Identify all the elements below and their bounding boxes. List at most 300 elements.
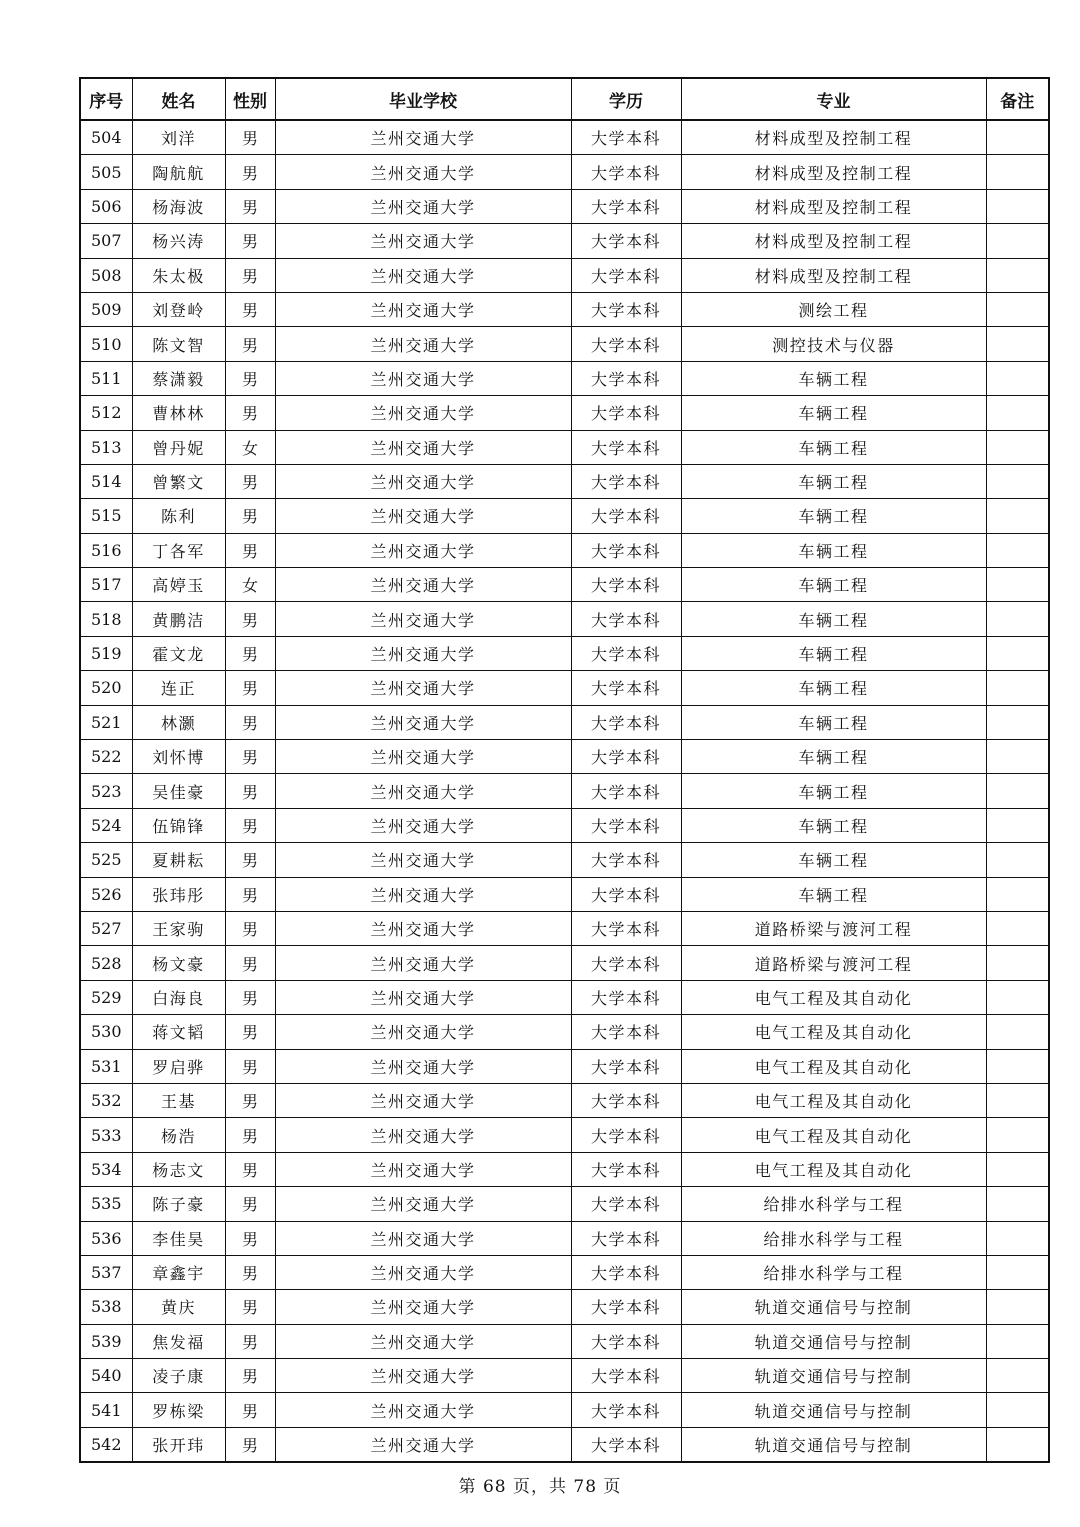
gender-cell: 男 xyxy=(225,155,275,189)
remarks-cell xyxy=(986,1324,1049,1358)
table-row xyxy=(80,1427,1049,1462)
major-cell: 车辆工程 xyxy=(681,568,986,602)
table-row xyxy=(80,877,1049,911)
education-cell: 大学本科 xyxy=(571,808,681,842)
serial-cell: 508 xyxy=(80,258,132,292)
name-cell: 刘登岭 xyxy=(132,292,225,326)
education-cell: 大学本科 xyxy=(571,1015,681,1049)
remarks-cell xyxy=(986,1049,1049,1083)
table-row xyxy=(80,258,1049,292)
school-cell: 兰州交通大学 xyxy=(275,533,571,567)
table-row xyxy=(80,1393,1049,1427)
table-row xyxy=(80,155,1049,189)
school-cell: 兰州交通大学 xyxy=(275,1187,571,1221)
gender-cell: 男 xyxy=(225,946,275,980)
major-cell: 电气工程及其自动化 xyxy=(681,980,986,1014)
serial-cell: 540 xyxy=(80,1359,132,1393)
remarks-cell xyxy=(986,258,1049,292)
serial-cell: 517 xyxy=(80,568,132,602)
serial-cell: 512 xyxy=(80,396,132,430)
major-cell: 材料成型及控制工程 xyxy=(681,189,986,223)
name-cell: 黄庆 xyxy=(132,1290,225,1324)
remarks-cell xyxy=(986,1118,1049,1152)
gender-cell: 男 xyxy=(225,1359,275,1393)
gender-cell: 男 xyxy=(225,464,275,498)
remarks-cell xyxy=(986,1255,1049,1289)
major-cell: 车辆工程 xyxy=(681,396,986,430)
serial-cell: 542 xyxy=(80,1427,132,1462)
serial-cell: 524 xyxy=(80,808,132,842)
remarks-cell xyxy=(986,533,1049,567)
major-cell: 车辆工程 xyxy=(681,808,986,842)
gender-cell: 男 xyxy=(225,1118,275,1152)
gender-cell: 男 xyxy=(225,1187,275,1221)
gender-cell: 男 xyxy=(225,292,275,326)
serial-cell: 531 xyxy=(80,1049,132,1083)
gender-cell: 男 xyxy=(225,396,275,430)
name-cell: 王家驹 xyxy=(132,911,225,945)
roster-table xyxy=(79,77,1050,1463)
education-cell: 大学本科 xyxy=(571,464,681,498)
remarks-cell xyxy=(986,636,1049,670)
education-cell: 大学本科 xyxy=(571,877,681,911)
education-cell: 大学本科 xyxy=(571,1083,681,1117)
table-row xyxy=(80,740,1049,774)
gender-cell: 男 xyxy=(225,911,275,945)
education-cell: 大学本科 xyxy=(571,189,681,223)
education-cell: 大学本科 xyxy=(571,843,681,877)
serial-cell: 528 xyxy=(80,946,132,980)
name-cell: 白海良 xyxy=(132,980,225,1014)
serial-cell: 513 xyxy=(80,430,132,464)
serial-cell: 518 xyxy=(80,602,132,636)
name-cell: 张玮彤 xyxy=(132,877,225,911)
education-cell: 大学本科 xyxy=(571,1118,681,1152)
education-cell: 大学本科 xyxy=(571,292,681,326)
table-row xyxy=(80,292,1049,326)
remarks-cell xyxy=(986,1152,1049,1186)
school-cell: 兰州交通大学 xyxy=(275,1427,571,1462)
education-cell: 大学本科 xyxy=(571,224,681,258)
education-cell: 大学本科 xyxy=(571,980,681,1014)
school-cell: 兰州交通大学 xyxy=(275,1290,571,1324)
table-row xyxy=(80,1049,1049,1083)
table-row xyxy=(80,1290,1049,1324)
remarks-cell xyxy=(986,1015,1049,1049)
name-cell: 张开玮 xyxy=(132,1427,225,1462)
gender-cell: 男 xyxy=(225,877,275,911)
school-cell: 兰州交通大学 xyxy=(275,327,571,361)
gender-cell: 男 xyxy=(225,808,275,842)
table-row xyxy=(80,533,1049,567)
major-cell: 车辆工程 xyxy=(681,877,986,911)
name-cell: 蔡潇毅 xyxy=(132,361,225,395)
remarks-cell xyxy=(986,430,1049,464)
school-cell: 兰州交通大学 xyxy=(275,464,571,498)
serial-cell: 521 xyxy=(80,705,132,739)
gender-cell: 男 xyxy=(225,671,275,705)
major-cell: 道路桥梁与渡河工程 xyxy=(681,946,986,980)
serial-cell: 506 xyxy=(80,189,132,223)
school-cell: 兰州交通大学 xyxy=(275,1118,571,1152)
serial-cell: 535 xyxy=(80,1187,132,1221)
remarks-cell xyxy=(986,1393,1049,1427)
education-cell: 大学本科 xyxy=(571,361,681,395)
name-cell: 朱太极 xyxy=(132,258,225,292)
serial-cell: 536 xyxy=(80,1221,132,1255)
serial-cell: 525 xyxy=(80,843,132,877)
school-cell: 兰州交通大学 xyxy=(275,980,571,1014)
table-row xyxy=(80,843,1049,877)
major-cell: 电气工程及其自动化 xyxy=(681,1049,986,1083)
gender-cell: 男 xyxy=(225,120,275,155)
education-cell: 大学本科 xyxy=(571,1049,681,1083)
name-cell: 林灏 xyxy=(132,705,225,739)
name-cell: 刘洋 xyxy=(132,120,225,155)
name-cell: 伍锦锋 xyxy=(132,808,225,842)
serial-cell: 505 xyxy=(80,155,132,189)
remarks-cell xyxy=(986,602,1049,636)
remarks-cell xyxy=(986,740,1049,774)
gender-cell: 男 xyxy=(225,774,275,808)
school-cell: 兰州交通大学 xyxy=(275,602,571,636)
school-cell: 兰州交通大学 xyxy=(275,1049,571,1083)
serial-cell: 532 xyxy=(80,1083,132,1117)
remarks-cell xyxy=(986,464,1049,498)
serial-cell: 537 xyxy=(80,1255,132,1289)
table-row xyxy=(80,1324,1049,1358)
gender-cell: 男 xyxy=(225,258,275,292)
serial-cell: 516 xyxy=(80,533,132,567)
serial-cell: 522 xyxy=(80,740,132,774)
major-cell: 车辆工程 xyxy=(681,430,986,464)
education-cell: 大学本科 xyxy=(571,1393,681,1427)
gender-cell: 男 xyxy=(225,1015,275,1049)
gender-cell: 女 xyxy=(225,430,275,464)
school-cell: 兰州交通大学 xyxy=(275,120,571,155)
name-cell: 杨兴涛 xyxy=(132,224,225,258)
name-cell: 陈利 xyxy=(132,499,225,533)
remarks-cell xyxy=(986,1359,1049,1393)
serial-cell: 504 xyxy=(80,120,132,155)
school-cell: 兰州交通大学 xyxy=(275,843,571,877)
education-cell: 大学本科 xyxy=(571,1255,681,1289)
serial-cell: 533 xyxy=(80,1118,132,1152)
school-cell: 兰州交通大学 xyxy=(275,1359,571,1393)
name-cell: 高婷玉 xyxy=(132,568,225,602)
name-cell: 夏耕耘 xyxy=(132,843,225,877)
school-cell: 兰州交通大学 xyxy=(275,1324,571,1358)
gender-cell: 男 xyxy=(225,224,275,258)
major-cell: 车辆工程 xyxy=(681,533,986,567)
major-cell: 轨道交通信号与控制 xyxy=(681,1324,986,1358)
table-row xyxy=(80,636,1049,670)
table-row xyxy=(80,1359,1049,1393)
remarks-cell xyxy=(986,1427,1049,1462)
school-cell: 兰州交通大学 xyxy=(275,568,571,602)
remarks-cell xyxy=(986,877,1049,911)
table-row xyxy=(80,1118,1049,1152)
school-cell: 兰州交通大学 xyxy=(275,946,571,980)
serial-cell: 510 xyxy=(80,327,132,361)
table-row xyxy=(80,1187,1049,1221)
table-row xyxy=(80,189,1049,223)
remarks-cell xyxy=(986,189,1049,223)
name-cell: 罗栋梁 xyxy=(132,1393,225,1427)
remarks-cell xyxy=(986,396,1049,430)
gender-cell: 男 xyxy=(225,1221,275,1255)
serial-cell: 541 xyxy=(80,1393,132,1427)
gender-cell: 男 xyxy=(225,327,275,361)
school-cell: 兰州交通大学 xyxy=(275,705,571,739)
gender-cell: 男 xyxy=(225,843,275,877)
major-cell: 给排水科学与工程 xyxy=(681,1187,986,1221)
school-cell: 兰州交通大学 xyxy=(275,877,571,911)
major-cell: 车辆工程 xyxy=(681,774,986,808)
serial-cell: 539 xyxy=(80,1324,132,1358)
serial-cell: 527 xyxy=(80,911,132,945)
school-cell: 兰州交通大学 xyxy=(275,1255,571,1289)
school-cell: 兰州交通大学 xyxy=(275,1015,571,1049)
gender-cell: 男 xyxy=(225,189,275,223)
school-cell: 兰州交通大学 xyxy=(275,430,571,464)
education-cell: 大学本科 xyxy=(571,636,681,670)
education-cell: 大学本科 xyxy=(571,499,681,533)
table-row xyxy=(80,568,1049,602)
education-cell: 大学本科 xyxy=(571,1427,681,1462)
name-cell: 曾丹妮 xyxy=(132,430,225,464)
serial-cell: 519 xyxy=(80,636,132,670)
school-cell: 兰州交通大学 xyxy=(275,155,571,189)
remarks-cell xyxy=(986,1083,1049,1117)
education-cell: 大学本科 xyxy=(571,774,681,808)
name-cell: 杨文豪 xyxy=(132,946,225,980)
major-cell: 材料成型及控制工程 xyxy=(681,258,986,292)
major-cell: 材料成型及控制工程 xyxy=(681,155,986,189)
remarks-cell xyxy=(986,808,1049,842)
major-cell: 材料成型及控制工程 xyxy=(681,224,986,258)
table-row xyxy=(80,946,1049,980)
education-cell: 大学本科 xyxy=(571,1324,681,1358)
education-cell: 大学本科 xyxy=(571,120,681,155)
school-cell: 兰州交通大学 xyxy=(275,189,571,223)
table-row xyxy=(80,671,1049,705)
header-serial: 序号 xyxy=(80,78,132,120)
gender-cell: 男 xyxy=(225,361,275,395)
table-row xyxy=(80,602,1049,636)
gender-cell: 男 xyxy=(225,1083,275,1117)
remarks-cell xyxy=(986,327,1049,361)
education-cell: 大学本科 xyxy=(571,327,681,361)
education-cell: 大学本科 xyxy=(571,911,681,945)
name-cell: 曹林林 xyxy=(132,396,225,430)
major-cell: 轨道交通信号与控制 xyxy=(681,1359,986,1393)
name-cell: 曾繁文 xyxy=(132,464,225,498)
education-cell: 大学本科 xyxy=(571,258,681,292)
name-cell: 章鑫宇 xyxy=(132,1255,225,1289)
serial-cell: 529 xyxy=(80,980,132,1014)
serial-cell: 526 xyxy=(80,877,132,911)
serial-cell: 509 xyxy=(80,292,132,326)
table-row xyxy=(80,1015,1049,1049)
table-row xyxy=(80,464,1049,498)
name-cell: 刘怀博 xyxy=(132,740,225,774)
table-row xyxy=(80,980,1049,1014)
major-cell: 轨道交通信号与控制 xyxy=(681,1427,986,1462)
education-cell: 大学本科 xyxy=(571,946,681,980)
major-cell: 道路桥梁与渡河工程 xyxy=(681,911,986,945)
major-cell: 电气工程及其自动化 xyxy=(681,1015,986,1049)
remarks-cell xyxy=(986,292,1049,326)
major-cell: 测绘工程 xyxy=(681,292,986,326)
school-cell: 兰州交通大学 xyxy=(275,1221,571,1255)
education-cell: 大学本科 xyxy=(571,740,681,774)
serial-cell: 530 xyxy=(80,1015,132,1049)
major-cell: 电气工程及其自动化 xyxy=(681,1152,986,1186)
serial-cell: 534 xyxy=(80,1152,132,1186)
serial-cell: 507 xyxy=(80,224,132,258)
major-cell: 轨道交通信号与控制 xyxy=(681,1290,986,1324)
name-cell: 黄鹏洁 xyxy=(132,602,225,636)
name-cell: 杨浩 xyxy=(132,1118,225,1152)
table-body xyxy=(80,120,1049,1462)
school-cell: 兰州交通大学 xyxy=(275,361,571,395)
name-cell: 王基 xyxy=(132,1083,225,1117)
gender-cell: 男 xyxy=(225,602,275,636)
name-cell: 连正 xyxy=(132,671,225,705)
education-cell: 大学本科 xyxy=(571,533,681,567)
name-cell: 蒋文韬 xyxy=(132,1015,225,1049)
gender-cell: 男 xyxy=(225,1324,275,1358)
name-cell: 陈文智 xyxy=(132,327,225,361)
remarks-cell xyxy=(986,155,1049,189)
name-cell: 焦发福 xyxy=(132,1324,225,1358)
major-cell: 车辆工程 xyxy=(681,843,986,877)
education-cell: 大学本科 xyxy=(571,1187,681,1221)
remarks-cell xyxy=(986,980,1049,1014)
name-cell: 杨海波 xyxy=(132,189,225,223)
education-cell: 大学本科 xyxy=(571,671,681,705)
table-row xyxy=(80,1083,1049,1117)
gender-cell: 男 xyxy=(225,705,275,739)
remarks-cell xyxy=(986,1221,1049,1255)
education-cell: 大学本科 xyxy=(571,1221,681,1255)
school-cell: 兰州交通大学 xyxy=(275,499,571,533)
table-row xyxy=(80,911,1049,945)
remarks-cell xyxy=(986,843,1049,877)
school-cell: 兰州交通大学 xyxy=(275,1393,571,1427)
remarks-cell xyxy=(986,705,1049,739)
school-cell: 兰州交通大学 xyxy=(275,1083,571,1117)
serial-cell: 515 xyxy=(80,499,132,533)
school-cell: 兰州交通大学 xyxy=(275,671,571,705)
remarks-cell xyxy=(986,946,1049,980)
header-row xyxy=(80,78,1049,120)
name-cell: 李佳昊 xyxy=(132,1221,225,1255)
remarks-cell xyxy=(986,568,1049,602)
major-cell: 测控技术与仪器 xyxy=(681,327,986,361)
major-cell: 车辆工程 xyxy=(681,602,986,636)
remarks-cell xyxy=(986,774,1049,808)
table-row xyxy=(80,224,1049,258)
major-cell: 车辆工程 xyxy=(681,464,986,498)
name-cell: 罗启骅 xyxy=(132,1049,225,1083)
name-cell: 霍文龙 xyxy=(132,636,225,670)
gender-cell: 女 xyxy=(225,568,275,602)
remarks-cell xyxy=(986,1290,1049,1324)
major-cell: 电气工程及其自动化 xyxy=(681,1083,986,1117)
remarks-cell xyxy=(986,120,1049,155)
education-cell: 大学本科 xyxy=(571,568,681,602)
remarks-cell xyxy=(986,911,1049,945)
gender-cell: 男 xyxy=(225,1049,275,1083)
gender-cell: 男 xyxy=(225,1255,275,1289)
header-major: 专业 xyxy=(681,78,986,120)
name-cell: 陶航航 xyxy=(132,155,225,189)
name-cell: 吴佳豪 xyxy=(132,774,225,808)
major-cell: 车辆工程 xyxy=(681,361,986,395)
table-row xyxy=(80,120,1049,155)
table-row xyxy=(80,430,1049,464)
gender-cell: 男 xyxy=(225,1152,275,1186)
school-cell: 兰州交通大学 xyxy=(275,224,571,258)
school-cell: 兰州交通大学 xyxy=(275,292,571,326)
table-row xyxy=(80,361,1049,395)
major-cell: 电气工程及其自动化 xyxy=(681,1118,986,1152)
gender-cell: 男 xyxy=(225,636,275,670)
major-cell: 车辆工程 xyxy=(681,740,986,774)
gender-cell: 男 xyxy=(225,533,275,567)
school-cell: 兰州交通大学 xyxy=(275,396,571,430)
serial-cell: 514 xyxy=(80,464,132,498)
table-row xyxy=(80,1255,1049,1289)
header-name: 姓名 xyxy=(132,78,225,120)
table-header xyxy=(80,78,1049,120)
school-cell: 兰州交通大学 xyxy=(275,740,571,774)
major-cell: 车辆工程 xyxy=(681,705,986,739)
header-remarks: 备注 xyxy=(986,78,1049,120)
major-cell: 车辆工程 xyxy=(681,671,986,705)
header-gender: 性别 xyxy=(225,78,275,120)
education-cell: 大学本科 xyxy=(571,602,681,636)
serial-cell: 520 xyxy=(80,671,132,705)
name-cell: 陈子豪 xyxy=(132,1187,225,1221)
school-cell: 兰州交通大学 xyxy=(275,636,571,670)
remarks-cell xyxy=(986,224,1049,258)
remarks-cell xyxy=(986,499,1049,533)
gender-cell: 男 xyxy=(225,1427,275,1462)
serial-cell: 511 xyxy=(80,361,132,395)
serial-cell: 538 xyxy=(80,1290,132,1324)
school-cell: 兰州交通大学 xyxy=(275,258,571,292)
gender-cell: 男 xyxy=(225,1393,275,1427)
education-cell: 大学本科 xyxy=(571,1290,681,1324)
remarks-cell xyxy=(986,671,1049,705)
gender-cell: 男 xyxy=(225,980,275,1014)
school-cell: 兰州交通大学 xyxy=(275,808,571,842)
table-row xyxy=(80,396,1049,430)
table-row xyxy=(80,774,1049,808)
serial-cell: 523 xyxy=(80,774,132,808)
education-cell: 大学本科 xyxy=(571,1359,681,1393)
major-cell: 材料成型及控制工程 xyxy=(681,120,986,155)
table-row xyxy=(80,1221,1049,1255)
header-education: 学历 xyxy=(571,78,681,120)
table-row xyxy=(80,705,1049,739)
major-cell: 给排水科学与工程 xyxy=(681,1221,986,1255)
gender-cell: 男 xyxy=(225,1290,275,1324)
remarks-cell xyxy=(986,361,1049,395)
